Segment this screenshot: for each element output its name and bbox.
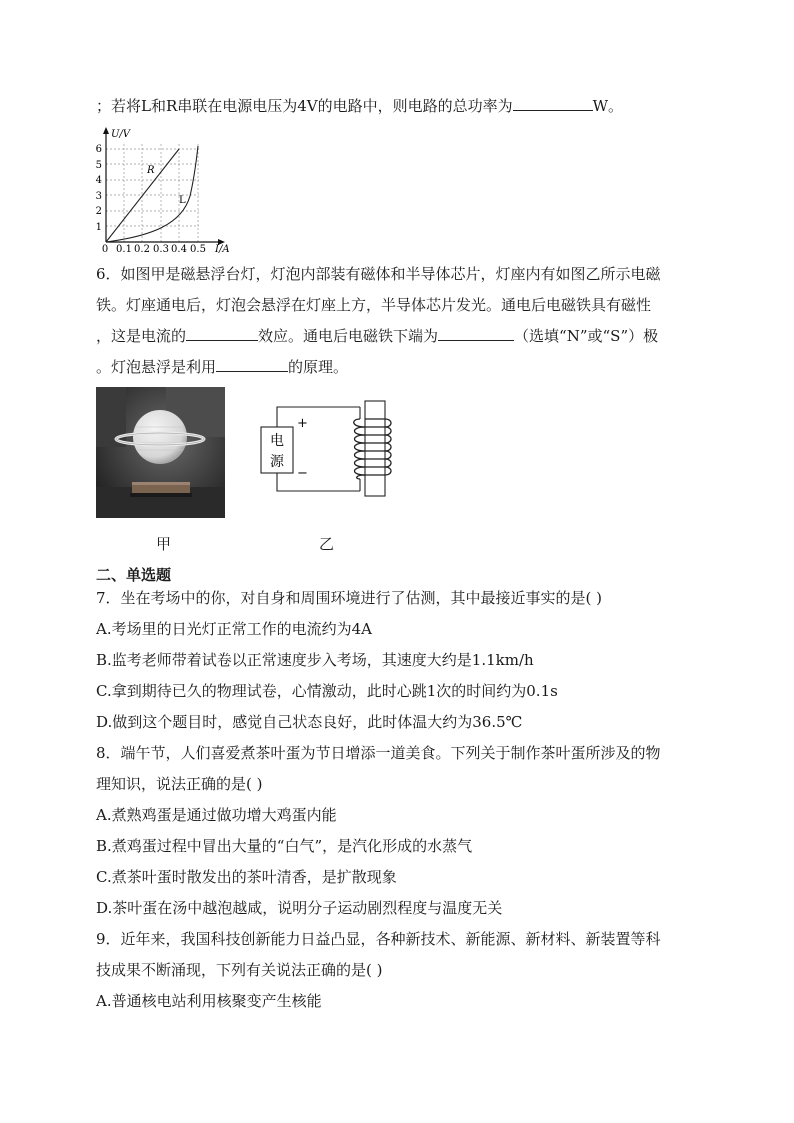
minus-terminal: − (297, 466, 308, 481)
power-source-char-1: 电 (270, 433, 284, 449)
q9-option-a[interactable]: A.普通核电站利用核聚变产生核能 (96, 992, 322, 1010)
section-title: 二、单选题 (96, 566, 172, 584)
curve-r (106, 149, 179, 242)
q6-blank-effect[interactable] (186, 326, 258, 341)
q5-tail-text: ；若将L和R串联在电源电压为4V的电路中，则电路的总功率为 (96, 97, 513, 115)
q9-stem-1: 9．近年来，我国科技创新能力日益凸显，各种新技术、新能源、新材料、新装置等科 (96, 930, 661, 948)
q6-line-2: 铁。灯座通电后，灯泡会悬浮在灯座上方，半导体芯片发光。通电后电磁铁具有磁性 (96, 296, 652, 314)
y-tick-3: 3 (95, 191, 102, 202)
q6-blank-principle[interactable] (216, 357, 288, 372)
q6-text-3b: 效应。通电后电磁铁下端为 (258, 327, 439, 345)
plus-terminal: + (297, 416, 308, 431)
q7-option-d[interactable]: D.做到这个题目时，感觉自己状态良好，此时体温大约为36.5℃ (96, 713, 523, 731)
electromagnet-circuit (255, 397, 405, 499)
q6-text-3a: ，这是电流的 (96, 327, 187, 345)
maglev-lamp-photo (96, 387, 225, 518)
q7-option-c[interactable]: C.拿到期待已久的物理试卷，心情激动，此时心跳1次的时间约为0.1s (96, 682, 558, 700)
q6-text-4b: 的原理。 (288, 358, 349, 376)
x-axis-label: I/A (215, 244, 230, 255)
q8-option-a[interactable]: A.煮熟鸡蛋是通过做功增大鸡蛋内能 (96, 806, 337, 824)
q6-text-4a: 。灯泡悬浮是利用 (96, 358, 217, 376)
q5-answer-blank[interactable] (513, 96, 593, 111)
y-tick-2: 2 (95, 206, 102, 217)
q8-option-c[interactable]: C.煮茶叶蛋时散发出的茶叶清香，是扩散现象 (96, 868, 397, 886)
y-tick-1: 1 (95, 222, 102, 233)
q5-unit: W。 (592, 97, 624, 115)
u-i-graph (92, 124, 242, 256)
curve-l (106, 146, 198, 242)
q8-stem-1: 8．端午节，人们喜爱煮茶叶蛋为节日增添一道美食。下列关于制作茶叶蛋所涉及的物 (96, 744, 661, 762)
q6-line-4 (96, 357, 348, 377)
q6-line-3 (96, 326, 658, 346)
q6-blank-pole[interactable] (438, 326, 514, 341)
caption-jia: 甲 (156, 535, 172, 553)
y-tick-5: 5 (95, 160, 102, 171)
q6-line-1: 6．如图甲是磁悬浮台灯，灯泡内部装有磁体和半导体芯片，灯座内有如图乙所示电磁 (96, 265, 661, 283)
x-tick-0.2: 0.2 (134, 244, 150, 255)
y-tick-4: 4 (95, 175, 102, 186)
q6-text-3c: （选填“N”或“S”）极 (514, 327, 659, 345)
caption-yi: 乙 (319, 535, 335, 553)
q5-tail-line (96, 96, 623, 116)
x-tick-0.1: 0.1 (116, 244, 132, 255)
curve-l-label: L (179, 195, 186, 206)
iron-core (365, 401, 385, 496)
x-tick-0.4: 0.4 (171, 244, 187, 255)
q8-option-d[interactable]: D.茶叶蛋在汤中越泡越咸，说明分子运动剧烈程度与温度无关 (96, 899, 503, 917)
x-tick-0: 0 (101, 244, 109, 255)
x-tick-0.3: 0.3 (153, 244, 169, 255)
q9-stem-2: 技成果不断涌现，下列有关说法正确的是( ) (96, 961, 383, 979)
curve-r-label: R (147, 165, 155, 176)
y-axis-label: U/V (111, 129, 131, 140)
power-source-char-2: 源 (270, 454, 284, 470)
y-tick-6: 6 (95, 144, 102, 155)
q8-stem-2: 理知识，说法正确的是( ) (96, 775, 263, 793)
q7-option-a[interactable]: A.考场里的日光灯正常工作的电流约为4A (96, 620, 372, 638)
x-tick-0.5: 0.5 (190, 244, 206, 255)
q7-stem: 7．坐在考场中的你，对自身和周围环境进行了估测，其中最接近事实的是( ) (96, 589, 603, 607)
q7-option-b[interactable]: B.监考老师带着试卷以正常速度步入考场，其速度大约是1.1km/h (96, 651, 534, 669)
q8-option-b[interactable]: B.煮鸡蛋过程中冒出大量的“白气”，是汽化形成的水蒸气 (96, 837, 473, 855)
